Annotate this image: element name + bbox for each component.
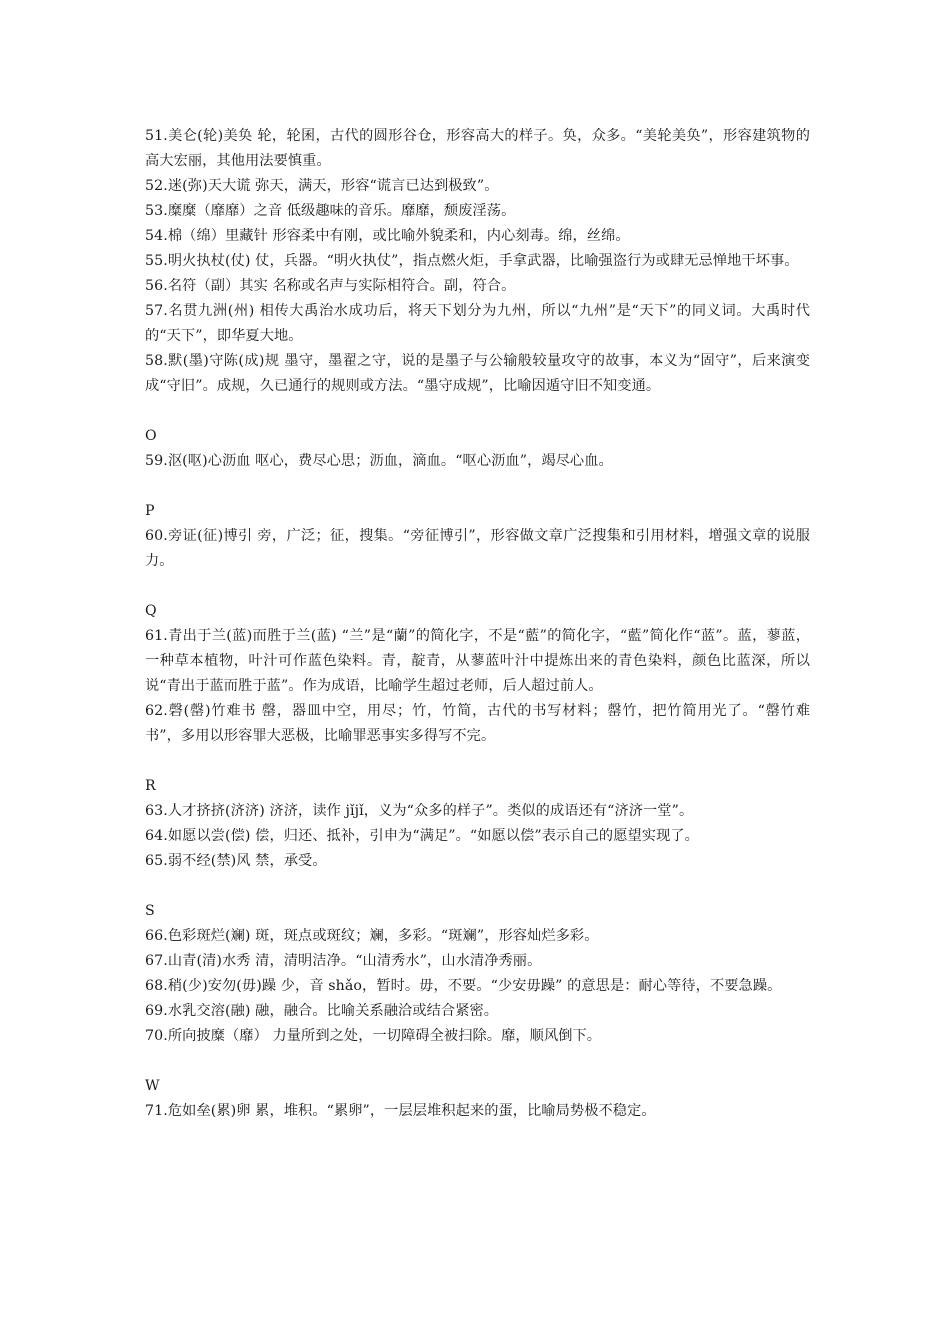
idiom-entry: 54.棉（绵）里藏针 形容柔中有刚，或比喻外貌柔和，内心刻毒。绵，丝绵。: [145, 228, 630, 244]
section-r: [145, 774, 810, 874]
idiom-entry: 68.稍(少)安勿(毋)躁 少，音 shǎo，暂时。毋，不要。“少安毋躁” 的意思是：耐心等待，不要急躁。: [145, 978, 782, 994]
idiom-entry: 62.磬(罄)竹难书 罄，器皿中空，用尽；竹，竹简，古代的书写材料；罄竹，把竹简用光了。“罄竹难书”，多用以形容罪大恶极，比喻罪恶事实多得写不完。: [145, 703, 810, 744]
idiom-entry: 58.默(墨)守陈(成)规 墨守，墨翟之守，说的是墨子与公输般较量攻守的故事，本义为“固守”，后来演变成“守旧”。成规，久已通行的规则或方法。“墨守成规”，比喻因遁守旧不知变通。: [145, 353, 810, 394]
idiom-entry: 56.名符（副）其实 名称或名声与实际相符合。副，符合。: [145, 278, 516, 294]
idiom-entry: 53.糜糜（靡靡）之音 低级趣味的音乐。靡靡，颓废淫荡。: [145, 203, 516, 219]
idiom-entry: 65.弱不经(禁)风 禁，承受。: [145, 853, 327, 869]
section-o: [145, 424, 810, 474]
section-w: [145, 1074, 810, 1124]
idiom-entry: 51.美仑(轮)美奂 轮，轮囷，古代的圆形谷仓，形容高大的样子。奂，众多。“美轮美奂”，形容建筑物的高大宏丽，其他用法要慎重。: [145, 128, 810, 169]
idiom-entry: 55.明火执杖(仗) 仗，兵器。“明火执仗”，指点燃火炬，手拿武器，比喻强盗行为或肆无忌惮地干坏事。: [145, 253, 799, 269]
idiom-entry: 61.青出于兰(蓝)而胜于兰(蓝) “兰”是“蘭”的简化字，不是“藍”的简化字，“藍”简化作“蓝”。蓝，蓼蓝，一种草本植物，叶汁可作蓝色染料。青，靛青，从蓼蓝叶汁中提炼出来的青色染料，颜色比蓝深，所以说“青出于蓝而胜于蓝”。作为成语，比喻学生超过老师，后人超过前人。: [145, 628, 810, 694]
section-letter: P: [145, 503, 155, 519]
idiom-entry: 67.山青(清)水秀 清，清明洁净。“山清秀水”，山水清净秀丽。: [145, 953, 542, 969]
section-letter: W: [145, 1078, 160, 1094]
document-page: [145, 124, 810, 1124]
section-letter: S: [145, 903, 155, 919]
section-letter: Q: [145, 603, 157, 619]
section-p: [145, 499, 810, 574]
section-s: [145, 899, 810, 1049]
idiom-entry: 63.人才挤挤(济济) 济济，读作 jǐjǐ，义为“众多的样子”。类似的成语还有“济济一堂”。: [145, 803, 694, 819]
idiom-entry: 70.所向披糜（靡） 力量所到之处，一切障碍全被扫除。靡，顺风倒下。: [145, 1028, 602, 1044]
idiom-entry: 52.迷(弥)天大谎 弥天，满天，形容“谎言已达到极致”。: [145, 178, 499, 194]
idiom-entry: 71.危如垒(累)卵 累，堆积。“累卵”，一层层堆积起来的蛋，比喻局势极不稳定。: [145, 1103, 656, 1119]
idiom-entry: 57.名贯九洲(州) 相传大禹治水成功后，将天下划分为九州，所以“九州”是“天下”的同义词。大禹时代的“天下”，即华夏大地。: [145, 303, 810, 344]
section-letter: O: [145, 428, 157, 444]
idiom-entry: 60.旁证(征)博引 旁，广泛；征，搜集。“旁征博引”，形容做文章广泛搜集和引用材料，增强文章的说服力。: [145, 528, 810, 569]
section-q: [145, 599, 810, 749]
idiom-entry: 69.水乳交溶(融) 融，融合。比喻关系融洽或结合紧密。: [145, 1003, 499, 1019]
idiom-entry: 66.色彩斑烂(斓) 斑，斑点或斑纹；斓，多彩。“斑斓”，形容灿烂多彩。: [145, 928, 599, 944]
section-letter: R: [145, 778, 156, 794]
section-lead: [145, 124, 810, 399]
idiom-entry: 64.如愿以尝(偿) 偿，归还、抵补，引申为“满足”。“如愿以偿”表示自己的愿望实现了。: [145, 828, 699, 844]
idiom-entry: 59.沤(呕)心沥血 呕心，费尽心思；沥血，滴血。“呕心沥血”，竭尽心血。: [145, 453, 613, 469]
